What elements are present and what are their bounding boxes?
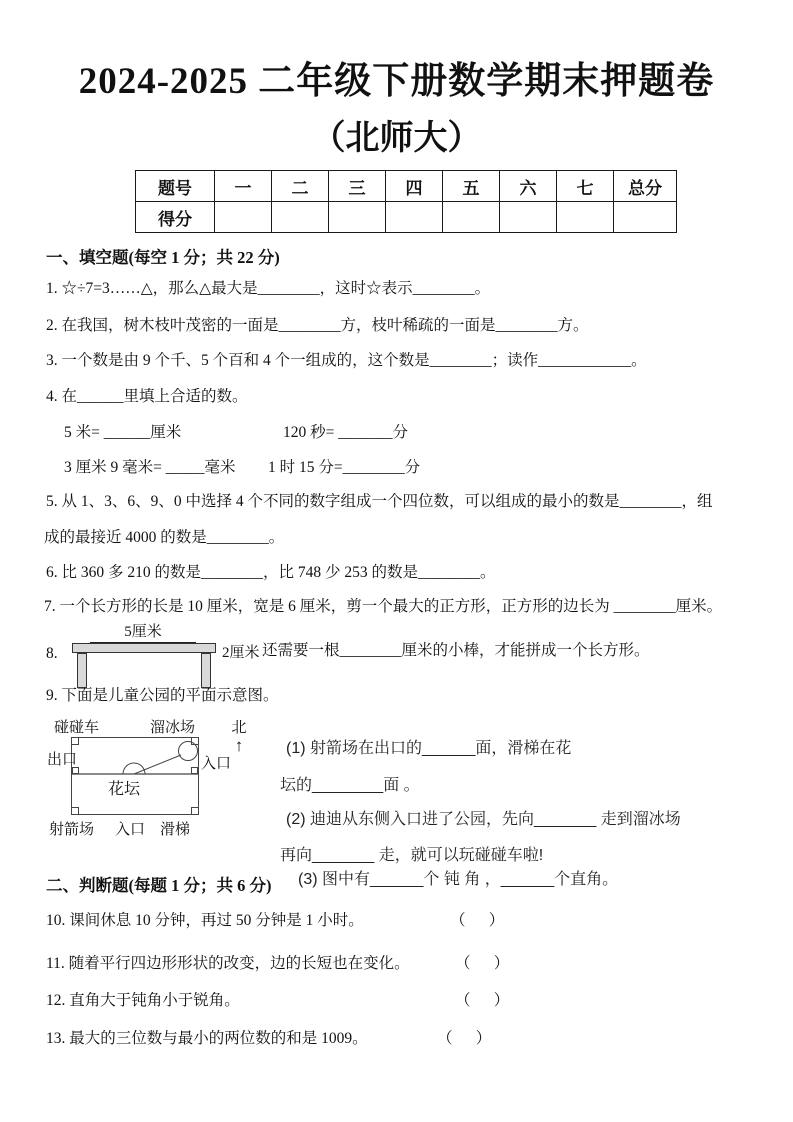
score-table-header-cell: 六 [500, 171, 557, 202]
score-table-header-cell: 一 [215, 171, 272, 202]
question-2: 2. 在我国，树木枝叶茂密的一面是________方，枝叶稀疏的一面是________方。 [46, 317, 589, 334]
score-table [135, 170, 677, 233]
score-empty-cell [557, 202, 614, 233]
north-arrow-icon: ↑ [234, 735, 244, 755]
conversion-cm-mm: 3 厘米 9 毫米= _____毫米 [64, 459, 236, 476]
answer-bracket-10: （ ） [450, 912, 505, 929]
question-1: 1. ☆÷7=3……△，那么△最大是________，这时☆表示________。 [46, 280, 491, 297]
score-table-score-row [136, 202, 677, 233]
answer-bracket-12: （ ） [455, 992, 510, 1009]
conversion-sec-min: 120 秒= _______分 [283, 424, 408, 441]
stick-right-leg [201, 653, 211, 688]
north-label: 北 [231, 720, 247, 736]
question-9: 9. 下面是儿童公园的平面示意图。 [46, 687, 279, 704]
map-label-slide: 滑梯 [160, 822, 191, 838]
exam-subtitle: （北师大） [311, 120, 482, 157]
question-8-text: 还需要一根________厘米的小棒，才能拼成一个长方形。 [262, 642, 650, 659]
question-4: 4. 在______里填上合适的数。 [46, 388, 248, 405]
question-8-number: 8. [46, 645, 58, 662]
conversion-hour-min: 1 时 15 分=________分 [268, 459, 421, 476]
question-3: 3. 一个数是由 9 个千、5 个百和 4 个一组成的，这个数是________；读作____________。 [46, 352, 647, 369]
question-11: 11. 随着平行四边形形状的改变，边的长短也在变化。 [46, 955, 410, 972]
question-10: 10. 课间休息 10 分钟，再过 50 分钟是 1 小时。 [46, 912, 364, 929]
question-5-line1: 5. 从 1、3、6、9、0 中选择 4 个不同的数字组成一个四位数，可以组成的最小的数是________，组 [46, 493, 713, 510]
question-12: 12. 直角大于钝角小于锐角。 [46, 992, 240, 1009]
question-9-2-line1: (2) 迪迪从东侧入口进了公园，先向_______ 走到溜冰场 [286, 811, 681, 828]
score-empty-cell [272, 202, 329, 233]
park-boundary [71, 737, 199, 815]
map-label-skating-rink: 溜冰场 [150, 720, 196, 736]
score-empty-cell [443, 202, 500, 233]
score-empty-cell [614, 202, 677, 233]
score-empty-cell [215, 202, 272, 233]
question-6: 6. 比 360 多 210 的数是________，比 748 少 253 的数是________。 [46, 564, 496, 581]
score-table-header-cell: 总分 [614, 171, 677, 202]
question-5-line2: 成的最接近 4000 的数是________。 [44, 529, 285, 546]
map-label-entrance-east: 入口 [201, 756, 232, 772]
section-fill-heading: 一、填空题(每空 1 分；共 22 分) [46, 248, 280, 267]
question-7: 7. 一个长方形的长是 10 厘米，宽是 6 厘米，剪一个最大的正方形，正方形的边长为 ________厘米。 [44, 598, 723, 615]
exam-title: 2024-2025 二年级下册数学期末押题卷 [78, 61, 715, 102]
compass-north [229, 720, 249, 755]
dimension-label-2cm: 2厘米 [222, 645, 260, 661]
score-table-header-row [136, 171, 677, 202]
score-table-header-cell: 三 [329, 171, 386, 202]
stick-horizontal [72, 643, 216, 653]
score-empty-cell [500, 202, 557, 233]
question-9-3: (3) 图中有______个 钝 角 ，______个直角。 [298, 871, 619, 888]
score-table-header-cell: 七 [557, 171, 614, 202]
score-label-cell: 得分 [136, 202, 215, 233]
score-empty-cell [329, 202, 386, 233]
question-9-2-line2: 再向_______ 走，就可以玩碰碰车啦! [280, 847, 544, 864]
park-map-figure [46, 716, 258, 848]
stick-left-leg [77, 653, 87, 688]
answer-bracket-11: （ ） [455, 955, 510, 972]
map-label-archery: 射箭场 [49, 822, 95, 838]
question-13: 13. 最大的三位数与最小的两位数的和是 1009。 [46, 1030, 368, 1047]
answer-bracket-13: （ ） [437, 1030, 492, 1047]
map-label-exit: 出口 [47, 752, 78, 768]
score-table-header-cell: 四 [386, 171, 443, 202]
map-label-flower-bed: 花坛 [108, 781, 141, 798]
score-table-header-cell: 二 [272, 171, 329, 202]
section-judge-heading: 二、判断题(每题 1 分；共 6 分) [46, 876, 272, 895]
dimension-label-5cm: 5厘米 [90, 620, 196, 643]
conversion-meter-cm: 5 米= ______厘米 [64, 424, 182, 441]
question-9-1-line2: 坛的________面 。 [280, 777, 420, 794]
map-label-bumper-car: 碰碰车 [54, 720, 100, 736]
map-label-entrance-south: 入口 [115, 822, 146, 838]
score-table-header-cell: 题号 [136, 171, 215, 202]
stick-table-figure [70, 620, 290, 686]
score-empty-cell [386, 202, 443, 233]
question-9-1-line1: (1) 射箭场在出口的______面，滑梯在花 [286, 740, 572, 757]
score-table-header-cell: 五 [443, 171, 500, 202]
